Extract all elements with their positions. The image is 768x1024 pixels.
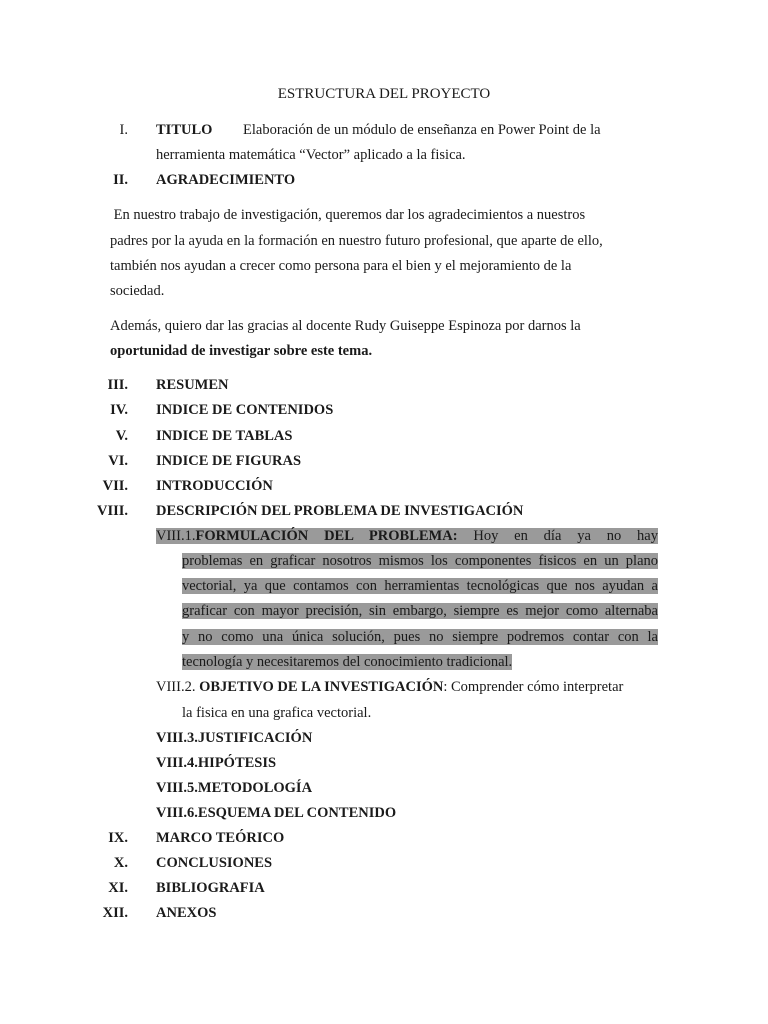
highlighted-line: tecnología y necesitaremos del conocimiento tradicional. bbox=[182, 654, 513, 670]
subsection-heading: VIII.4.HIPÓTESIS bbox=[156, 755, 277, 771]
subsection-objetivo bbox=[156, 679, 623, 696]
subsection-text: : Comprender cómo interpretar bbox=[443, 679, 624, 695]
subsection-heading: VIII.6.ESQUEMA DEL CONTENIDO bbox=[156, 805, 397, 821]
titulo-text-line2: herramienta matemática “Vector” aplicado a la fisica. bbox=[156, 147, 466, 163]
section-label: ANEXOS bbox=[156, 905, 217, 921]
section-number: VII. bbox=[102, 478, 128, 494]
paragraph-line: sociedad. bbox=[110, 283, 165, 299]
section-label-titulo: TITULO bbox=[156, 122, 213, 138]
section-number: IX. bbox=[108, 830, 128, 846]
section-number: VI. bbox=[108, 453, 128, 469]
paragraph-line: En nuestro trabajo de investigación, queremos dar los agradecimientos a nuestros bbox=[110, 207, 586, 223]
section-label: BIBLIOGRAFIA bbox=[156, 880, 265, 896]
section-label: RESUMEN bbox=[156, 377, 229, 393]
section-number: I. bbox=[119, 122, 128, 138]
highlighted-line: problemas en graficar nosotros mismos los componentes fisicos en un plano bbox=[182, 553, 658, 569]
highlighted-line: vectorial, ya que contamos con herramientas tecnológicas que nos ayudan a bbox=[182, 578, 658, 594]
titulo-text-line1: Elaboración de un módulo de enseñanza en Power Point de la bbox=[243, 122, 601, 138]
section-number: XII. bbox=[102, 905, 128, 921]
section-number: III. bbox=[107, 377, 128, 393]
paragraph-line: Además, quiero dar las gracias al docente Rudy Guiseppe Espinoza por darnos la bbox=[110, 318, 581, 334]
subsection-number: VIII.2. bbox=[156, 679, 196, 695]
section-label-agradecimiento: AGRADECIMIENTO bbox=[156, 172, 296, 188]
section-label: INTRODUCCIÓN bbox=[156, 478, 273, 494]
section-number: IV. bbox=[110, 402, 128, 418]
section-number: II. bbox=[113, 172, 128, 188]
subsection-label: FORMULACIÓN DEL PROBLEMA: bbox=[195, 528, 458, 544]
section-label: INDICE DE CONTENIDOS bbox=[156, 402, 334, 418]
section-number: X. bbox=[113, 855, 128, 871]
subsection-objetivo-line2: la fisica en una grafica vectorial. bbox=[182, 705, 372, 721]
document-title: ESTRUCTURA DEL PROYECTO bbox=[277, 86, 491, 102]
subsection-number: VIII.1. bbox=[156, 528, 196, 544]
section-number: XI. bbox=[108, 880, 128, 896]
highlighted-line: graficar con mayor precisión, sin embargo, siempre es mejor como alternaba bbox=[182, 603, 658, 619]
subsection-heading: VIII.5.METODOLOGÍA bbox=[156, 780, 313, 796]
section-number: V. bbox=[115, 428, 128, 444]
subsection-label: OBJETIVO DE LA INVESTIGACIÓN bbox=[199, 679, 444, 695]
section-label: CONCLUSIONES bbox=[156, 855, 273, 871]
section-label: MARCO TEÓRICO bbox=[156, 830, 285, 846]
subsection-formulacion-line1 bbox=[156, 528, 658, 545]
subsection-text: Hoy en día ya no hay bbox=[457, 528, 658, 544]
section-number: VIII. bbox=[96, 503, 128, 519]
paragraph-line-bold: oportunidad de investigar sobre este tema. bbox=[110, 343, 373, 359]
paragraph-line: también nos ayudan a crecer como persona para el bien y el mejoramiento de la bbox=[110, 258, 572, 274]
paragraph-line: padres por la ayuda en la formación en nuestro futuro profesional, que aparte de ello, bbox=[110, 233, 603, 249]
subsection-heading: VIII.3.JUSTIFICACIÓN bbox=[156, 730, 313, 746]
section-label: INDICE DE TABLAS bbox=[156, 428, 293, 444]
section-label: INDICE DE FIGURAS bbox=[156, 453, 302, 469]
section-label: DESCRIPCIÓN DEL PROBLEMA DE INVESTIGACIÓN bbox=[156, 503, 524, 519]
highlighted-line: y no como una única solución, pues no siempre podremos contar con la bbox=[182, 629, 658, 645]
